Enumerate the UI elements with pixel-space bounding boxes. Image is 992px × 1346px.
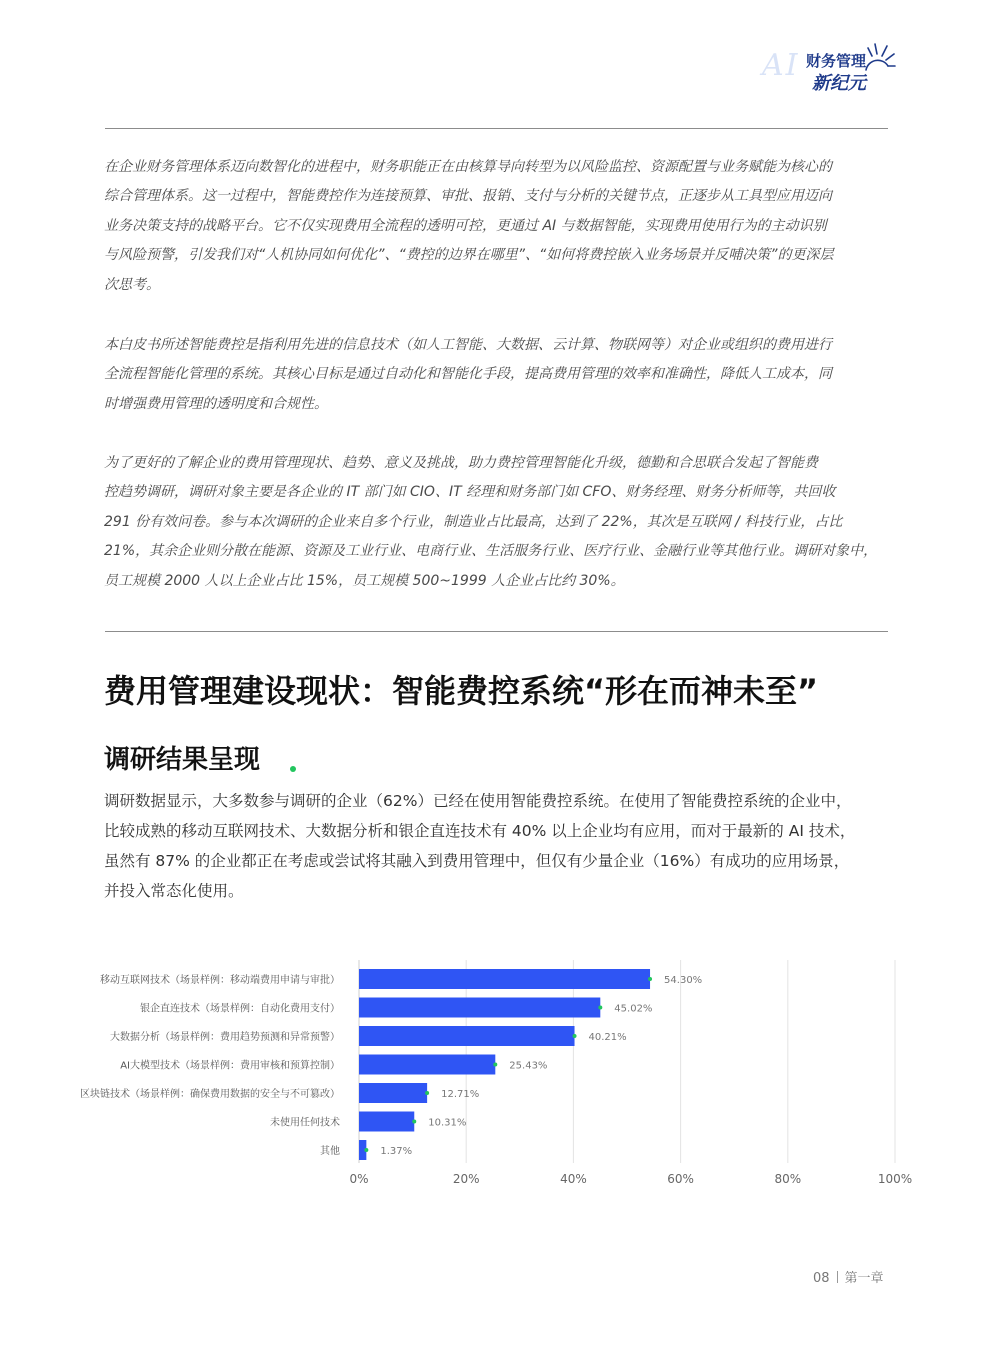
brand-logo [762,40,897,100]
bar-value-label: 12.71% [441,1089,480,1100]
bar [359,1026,575,1046]
x-tick-label: 0% [349,1172,369,1186]
intro-paragraph-3-line: 员工规模 2000 人以上企业占比 15%，员工规模 500~1999 人企业占比约 30%。 [104,572,625,589]
bar-end-marker [648,977,652,981]
intro-paragraph-2-line: 全流程智能化管理的系统。其核心目标是通过自动化和智能化手段，提高费用管理的效率和准确性，降低人工成本，同 [104,366,832,383]
intro-paragraph-3-line: 控趋势调研，调研对象主要是各企业的 IT 部门如 CIO、IT 经理和财务部门如 CFO、财务经理、财务分析师等，共回收 [104,484,836,501]
top-divider [105,128,888,129]
category-label: AI大模型技术（场景样例：费用审核和预算控制） [120,1060,340,1072]
chapter-label: 第一章 [844,1271,884,1286]
bar-end-marker [493,1063,497,1067]
intro-paragraph-1 [104,153,890,300]
x-tick-label: 60% [667,1172,694,1186]
x-tick-label: 20% [452,1172,480,1186]
intro-paragraph-2 [104,331,890,419]
technology-usage-bar-chart [0,955,992,1195]
bar-end-marker [598,1006,602,1010]
category-label: 未使用任何技术 [270,1117,340,1129]
bar [359,1055,495,1075]
intro-paragraph-3-line: 为了更好的了解企业的费用管理现状、趋势、意义及挑战，助力费控管理智能化升级，德勤和合思联合发起了智能费 [104,455,818,471]
logo-line-2: 新纪元 [812,73,866,94]
bar-value-label: 10.31% [428,1117,467,1129]
category-label: 区块链技术（场景样例：确保费用数据的安全与不可篡改） [80,1089,340,1100]
bar [359,1083,427,1103]
intro-paragraph-2-line: 本白皮书所述智能费控是指利用先进的信息技术（如人工智能、大数据、云计算、物联网等）对企业或组织的费用进行 [104,337,832,353]
section-divider [105,631,888,632]
bar [359,969,650,989]
bar-end-marker [364,1148,368,1152]
bar-end-marker [425,1091,429,1095]
intro-paragraph-1-line: 次思考。 [104,276,160,293]
intro-paragraph-3 [104,449,890,596]
intro-paragraph-1-line: 综合管理体系。这一过程中，智能费控作为连接预算、审批、报销、支付与分析的关键节点，正逐步从工具型应用迈向 [104,188,832,205]
category-label: 移动互联网技术（场景样例：移动端费用申请与审批） [100,975,340,986]
category-label: 银企直连技术（场景样例：自动化费用支付） [140,1003,340,1015]
intro-paragraph-3-line: 21%，其余企业则分散在能源、资源及工业行业、电商行业、生活服务行业、医疗行业、金融行业等其他行业。调研对象中， [104,543,878,560]
page-number: 08 [813,1271,830,1286]
survey-summary-line: 并投入常态化使用。 [104,882,244,900]
sunburst-icon [860,40,896,80]
intro-paragraph-1-line: 在企业财务管理体系迈向数智化的进程中，财务职能正在由核算导向转型为以风险监控、资源配置与业务赋能为核心的 [104,159,832,175]
bar-end-marker [412,1120,416,1124]
survey-summary-line: 调研数据显示，大多数参与调研的企业（62%）已经在使用智能费控系统。在使用了智能费控系统的企业中， [104,792,852,810]
x-tick-label: 80% [774,1172,802,1186]
intro-paragraph-1-line: 与风险预警，引发我们对“人机协同如何优化”、“费控的边界在哪里”、“如何将费控嵌入业务场景并反哺决策”的更深层 [104,247,834,264]
logo-ai-text: AI [762,48,800,83]
survey-summary-line: 比较成熟的移动互联网技术、大数据分析和银企直连技术有 40% 以上企业均有应用，而对于最新的 AI 技术， [104,822,856,840]
page-footer [813,1267,884,1286]
bar [359,1112,414,1132]
intro-paragraph-2-line: 时增强费用管理的透明度和合规性。 [104,395,328,412]
bar-value-label: 45.02% [614,1003,653,1015]
bar [359,998,600,1018]
category-label: 其他 [320,1146,340,1157]
bar-value-label: 1.37% [380,1146,413,1157]
intro-paragraph-1-line: 业务决策支持的战略平台。它不仅实现费用全流程的透明可控，更通过 AI 与数据智能，实现费用使用行为的主动识别 [104,217,827,234]
bar-value-label: 40.21% [588,1032,627,1043]
category-label: 大数据分析（场景样例：费用趋势预测和异常预警） [110,1032,340,1043]
x-tick-label: 100% [877,1172,913,1186]
footer-separator [837,1271,838,1283]
section-title: 费用管理建设现状：智能费控系统“形在而神未至” [104,672,819,710]
survey-summary-line: 虽然有 87% 的企业都正在考虑或尝试将其融入到费用管理中，但仅有少量企业（16%）有成功的应用场景， [104,852,850,870]
logo-line-1: 财务管理 [806,52,867,70]
bar-end-marker [573,1034,577,1038]
x-tick-label: 40% [560,1172,587,1186]
section-subtitle: 调研结果呈现 [104,745,261,775]
bar-value-label: 25.43% [509,1060,548,1072]
bar-value-label: 54.30% [664,975,703,986]
intro-paragraph-3-line: 291 份有效问卷。参与本次调研的企业来自多个行业，制造业占比最高，达到了 22%，其次是互联网 / 科技行业，占比 [104,513,843,530]
survey-summary-paragraph [104,786,890,906]
accent-dot [290,766,296,772]
